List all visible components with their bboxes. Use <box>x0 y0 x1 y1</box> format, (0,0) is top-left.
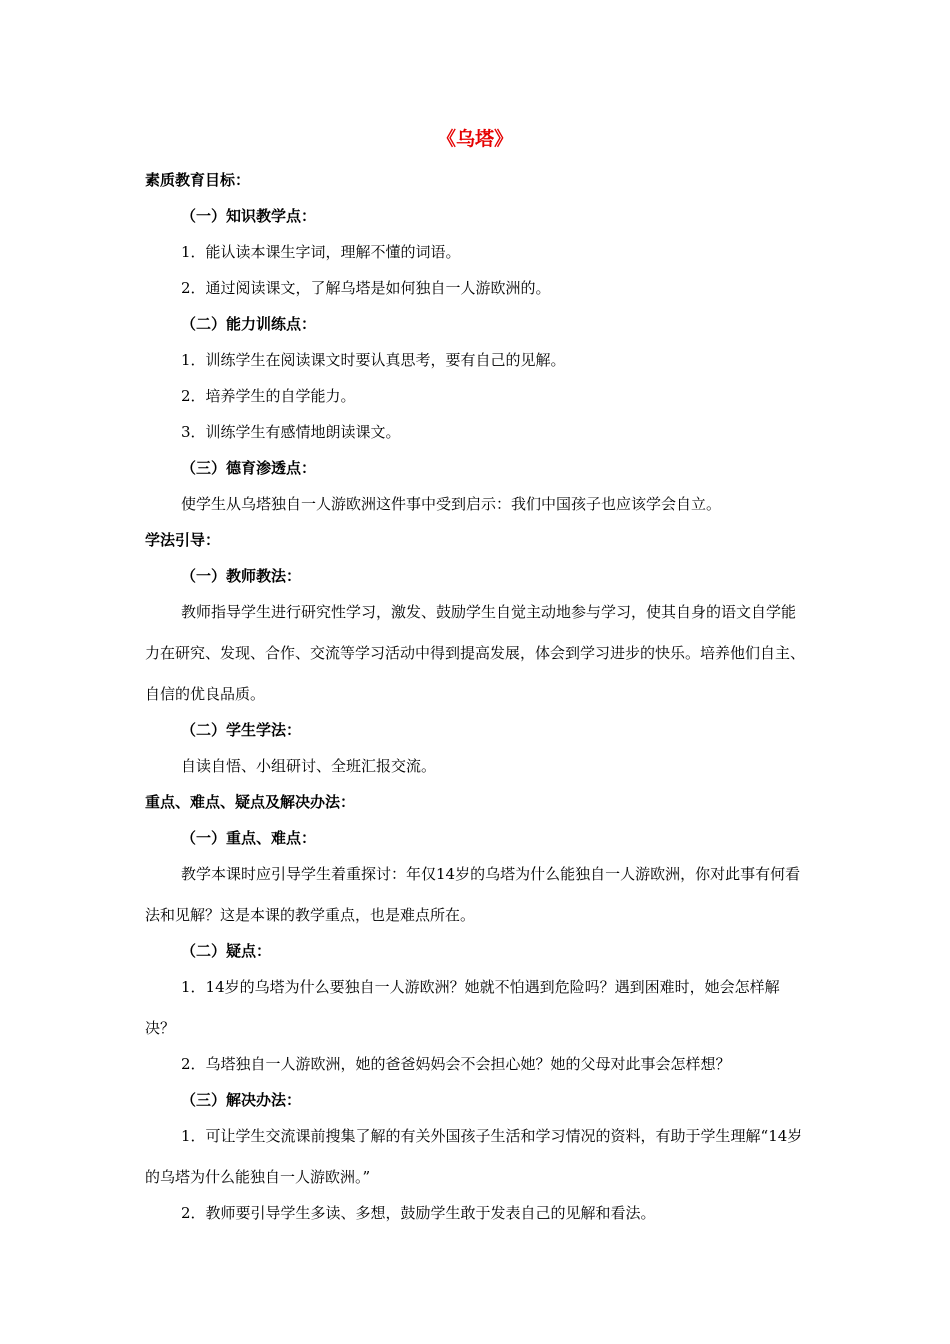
sub-heading-solutions: （三）解决办法： <box>181 1091 302 1109</box>
sub-heading-key-difficult: （一）重点、难点： <box>181 829 317 847</box>
list-item: 2．教师要引导学生多读、多想，鼓励学生敢于发表自己的见解和看法。 <box>181 1204 656 1222</box>
section-heading-key-points: 重点、难点、疑点及解决办法： <box>145 793 356 811</box>
sub-heading-student-method: （二）学生学法： <box>181 721 302 739</box>
list-item: 2．乌塔独自一人游欧洲，她的爸爸妈妈会不会担心她？她的父母对此事会怎样想？ <box>181 1055 731 1073</box>
paragraph: 1．可让学生交流课前搜集了解的有关外国孩子生活和学习情况的资料，有助于学生理解“14岁的乌塔为什么能独自一人游欧洲。” <box>145 1127 803 1186</box>
list-item: 3．训练学生有感情地朗读课文。 <box>181 423 401 441</box>
page-title: 《乌塔》 <box>436 128 513 150</box>
section-heading-goals: 素质教育目标： <box>145 171 251 189</box>
paragraph: 1．14岁的乌塔为什么要独自一人游欧洲？她就不怕遇到危险吗？遇到困难时，她会怎样解决？ <box>145 978 780 1037</box>
sub-heading-teacher-method: （一）教师教法： <box>181 567 302 585</box>
paragraph: 使学生从乌塔独自一人游欧洲这件事中受到启示：我们中国孩子也应该学会自立。 <box>181 495 722 513</box>
paragraph: 教师指导学生进行研究性学习，激发、鼓励学生自觉主动地参与学习，使其自身的语文自学能力在研究、发现、合作、交流等学习活动中得到提高发展，体会到学习进步的快乐。培养他们自主、自信的优良品质。 <box>145 603 806 703</box>
sub-heading-knowledge: （一）知识教学点： <box>181 207 317 225</box>
section-heading-method: 学法引导： <box>145 531 221 549</box>
paragraph: 教学本课时应引导学生着重探讨：年仅14岁的乌塔为什么能独自一人游欧洲，你对此事有何看法和见解？这是本课的教学重点，也是难点所在。 <box>145 865 801 924</box>
list-item: 2．培养学生的自学能力。 <box>181 387 356 405</box>
sub-heading-doubts: （二）疑点： <box>181 942 272 960</box>
list-item: 2．通过阅读课文，了解乌塔是如何独自一人游欧洲的。 <box>181 279 551 297</box>
list-item: 1．训练学生在阅读课文时要认真思考，要有自己的见解。 <box>181 351 566 369</box>
sub-heading-moral: （三）德育渗透点： <box>181 459 317 477</box>
paragraph: 自读自悟、小组研讨、全班汇报交流。 <box>181 757 437 775</box>
sub-heading-ability: （二）能力训练点： <box>181 315 317 333</box>
list-item: 1．能认读本课生字词，理解不懂的词语。 <box>181 243 461 261</box>
